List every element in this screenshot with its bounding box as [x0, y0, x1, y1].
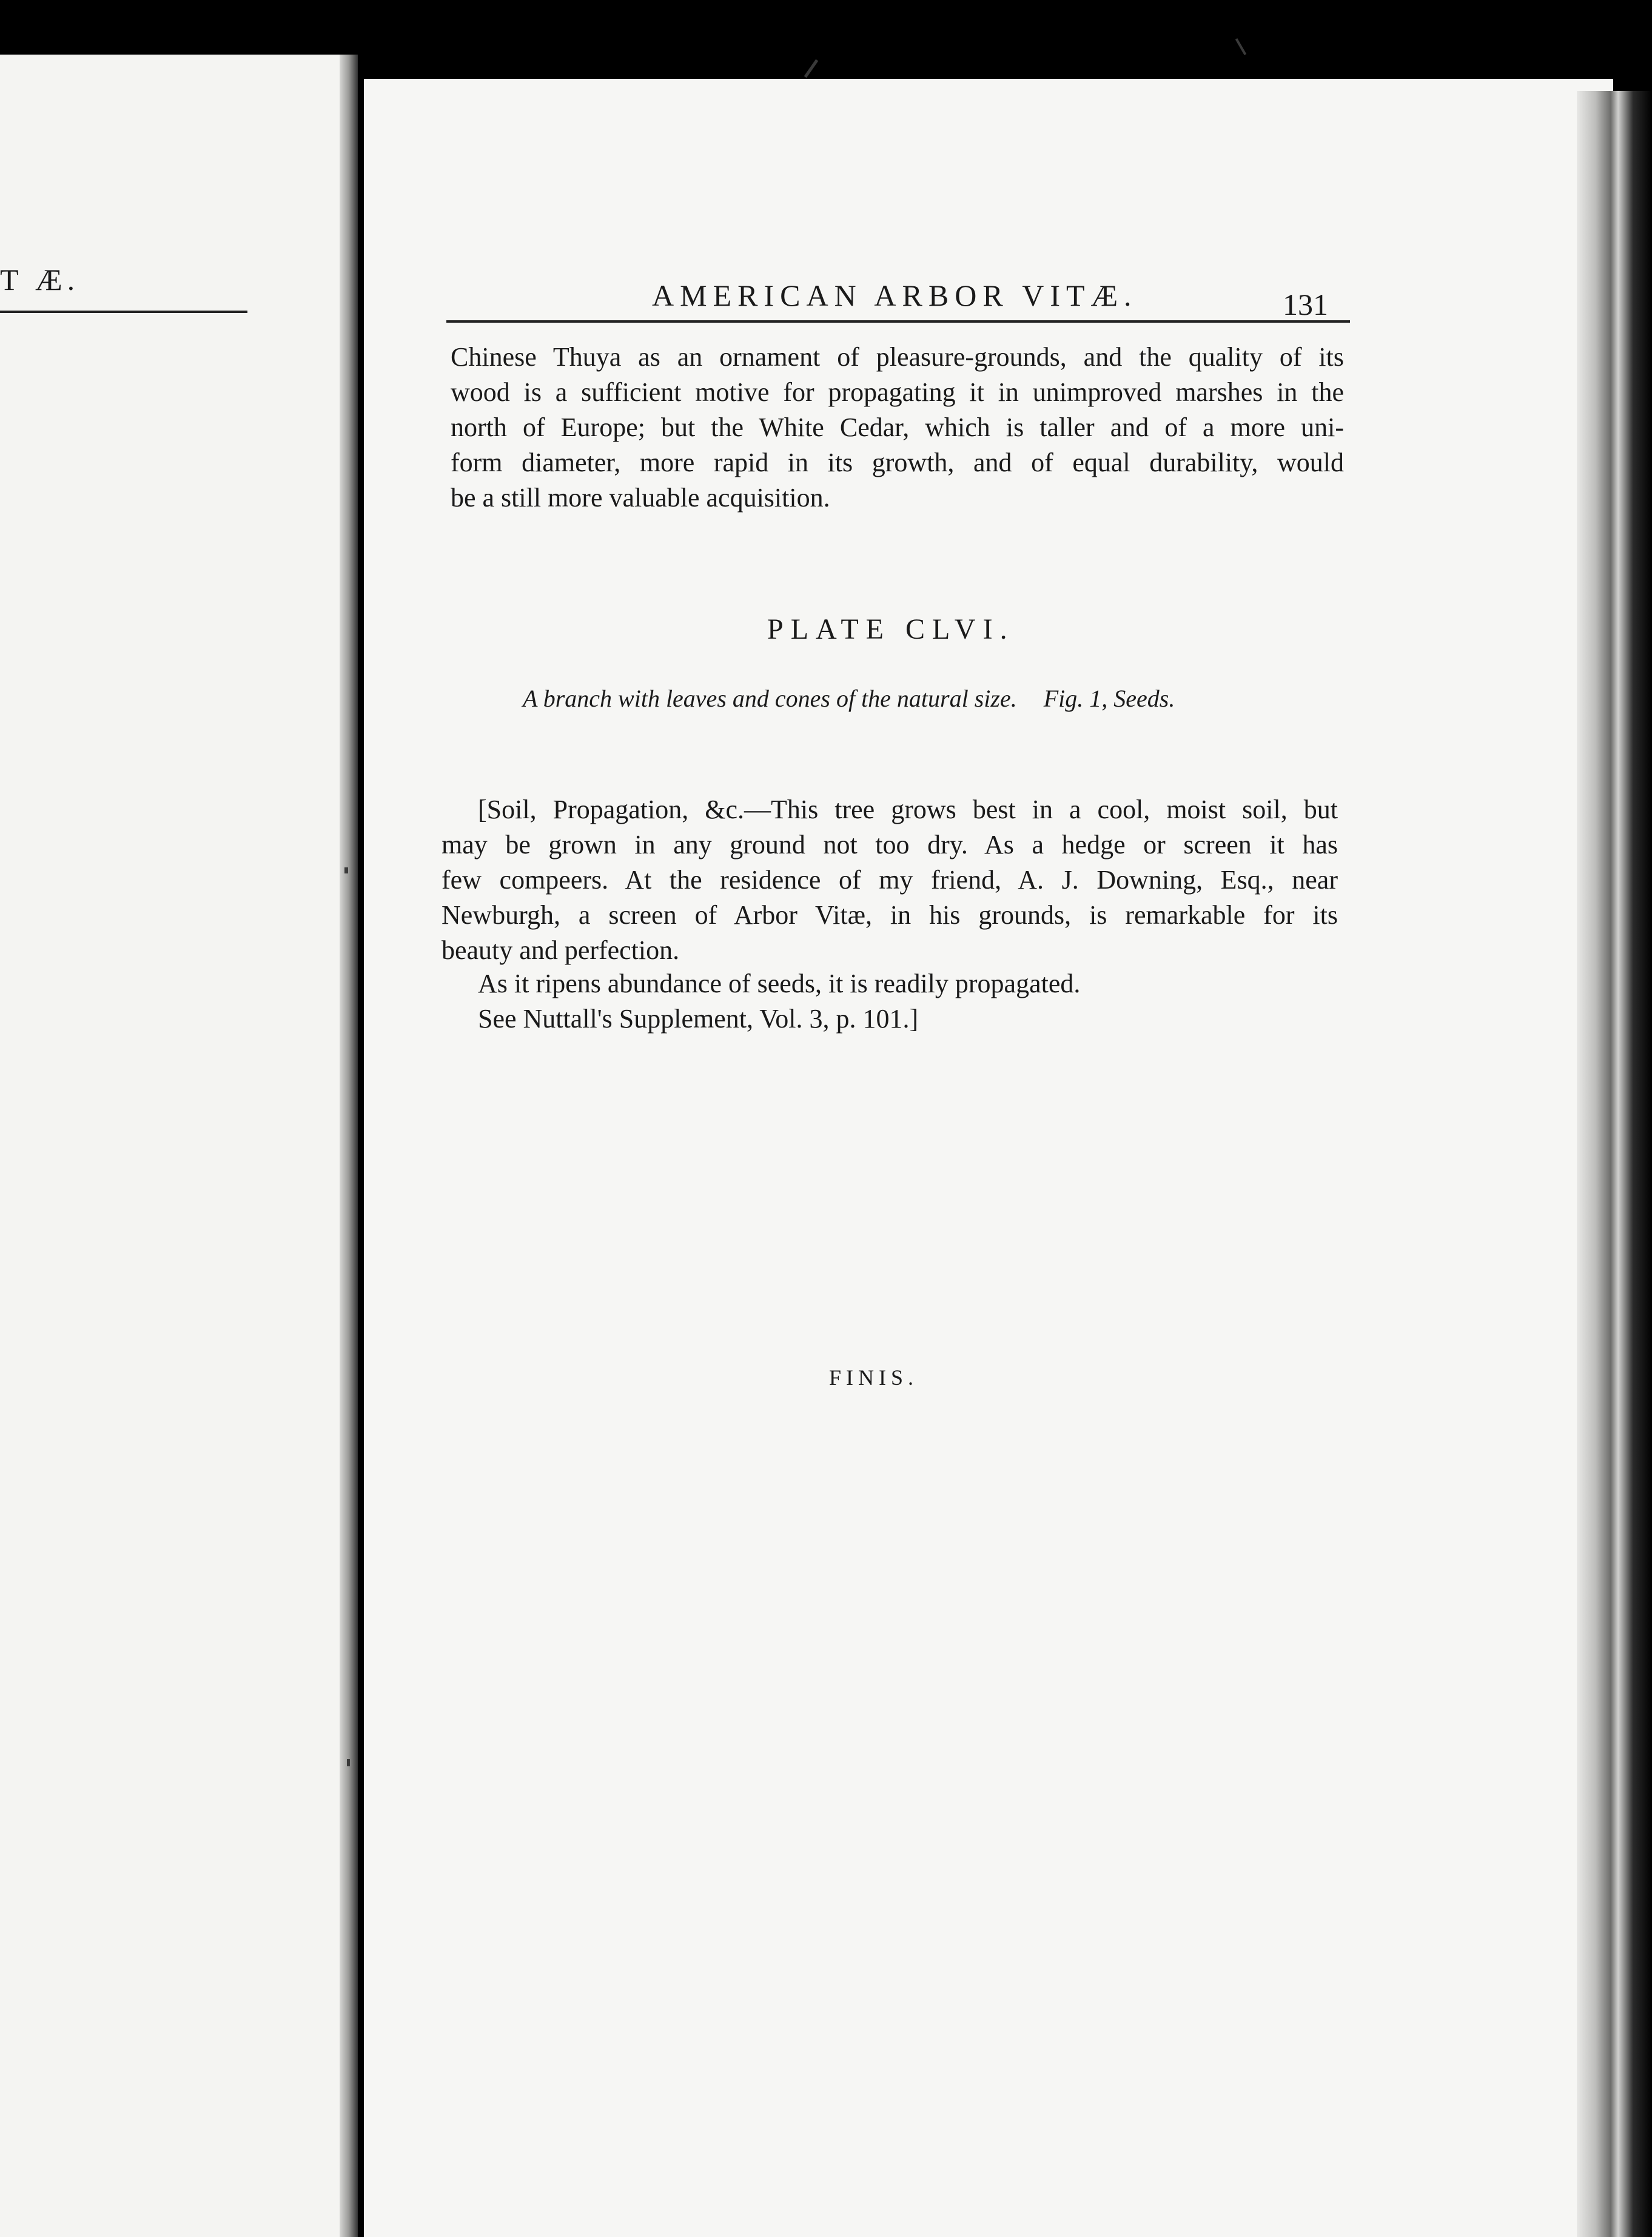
- book-gutter: [340, 55, 358, 2237]
- scan-speck: [344, 867, 348, 873]
- scan-speck: [804, 59, 819, 78]
- text-line: few compeers. At the residence of my friend, A. J. Downing, Esq., near: [442, 865, 1338, 895]
- cultivation-notes: [442, 792, 1338, 968]
- left-header-rule: [0, 311, 247, 313]
- plate-caption-text: A branch with leaves and cones of the natural size.: [523, 685, 1017, 712]
- propagation-line: As it ripens abundance of seeds, it is readily propagated.: [478, 969, 1081, 998]
- scan-speck: [347, 1759, 350, 1766]
- text-line: beauty and perfection.: [442, 935, 680, 965]
- text-line: [Soil, Propagation, &c.—This tree grows best in a cool, moist soil, but: [478, 795, 1338, 824]
- text-line: wood is a sufficient motive for propagating it in unimproved marshes in the: [451, 377, 1344, 407]
- figure-label: Fig. 1, Seeds.: [1043, 685, 1175, 712]
- scan-speck: [1235, 38, 1246, 55]
- plate-caption: [523, 684, 1175, 713]
- continuation-paragraph: [451, 340, 1344, 516]
- running-head: AMERICAN ARBOR VITÆ.: [652, 278, 1138, 312]
- text-line: be a still more valuable acquisition.: [451, 483, 830, 513]
- previous-page: [0, 55, 340, 2237]
- text-line: Newburgh, a screen of Arbor Vitæ, in his grounds, is remarkable for its: [442, 900, 1338, 930]
- page-number: 131: [1283, 288, 1328, 321]
- finis-mark: FINIS.: [829, 1365, 919, 1390]
- header-rule: [446, 320, 1350, 323]
- plate-title: PLATE CLVI.: [767, 613, 1015, 645]
- reference-line: See Nuttall's Supplement, Vol. 3, p. 101.]: [478, 1004, 919, 1034]
- text-line: form diameter, more rapid in its growth, and of equal durability, would: [451, 448, 1344, 477]
- page-edge: [1577, 91, 1652, 2237]
- left-running-head: T Æ.: [0, 263, 80, 297]
- text-line: north of Europe; but the White Cedar, which is taller and of a more uni-: [451, 412, 1344, 442]
- text-line: may be grown in any ground not too dry. As a hedge or screen it has: [442, 830, 1338, 859]
- text-line: Chinese Thuya as an ornament of pleasure-grounds, and the quality of its: [451, 342, 1344, 372]
